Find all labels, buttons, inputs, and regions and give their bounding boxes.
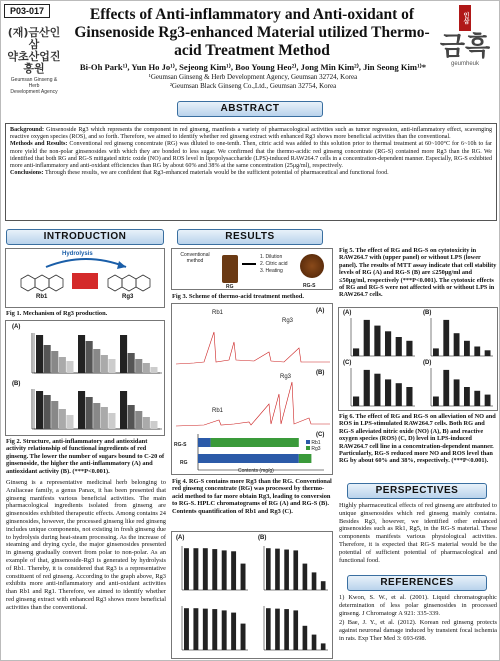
chart-bar: [474, 391, 480, 406]
legend-rb1: Rb1: [306, 440, 321, 446]
chart-bar: [485, 395, 491, 406]
chart-bar: [108, 413, 115, 429]
chart-bar: [321, 643, 326, 650]
chart-bar: [222, 550, 227, 590]
step-dilution: 1. Dilution: [260, 254, 283, 260]
step-citric-acid: 2. Citric acid: [260, 261, 288, 267]
bar-rg-rb1: [198, 454, 299, 463]
heat-acid-box: [72, 273, 98, 289]
chart-bar: [374, 326, 380, 356]
chart-bar: [143, 417, 150, 429]
chart-bar: [231, 613, 236, 650]
chart-bar: [275, 609, 280, 650]
agency-logo: [5, 26, 63, 95]
chart-bar: [293, 550, 298, 590]
chart-bar: [275, 549, 280, 590]
fig4-panel: [171, 303, 333, 475]
fig2a-chart: [14, 331, 164, 379]
chart-bar: [464, 387, 470, 406]
chrom-a-rb1-label: Rb1: [212, 310, 224, 316]
chart-axis: [351, 368, 415, 406]
chart-bar: [36, 335, 43, 373]
chart-bar: [312, 572, 317, 590]
fig4-panel-c-label: (C): [316, 432, 325, 438]
chart-bar: [51, 351, 58, 373]
affiliations: [65, 73, 441, 91]
chart-bar: [101, 355, 108, 373]
fig5-charts: [172, 536, 332, 658]
chart-bar: [135, 411, 142, 429]
background-label: Background:: [10, 127, 45, 133]
chrom-b-rb1-label: Rb1: [212, 408, 224, 414]
chart-bar: [101, 407, 108, 429]
chart-bar: [66, 415, 73, 429]
chart-bar: [128, 353, 135, 373]
agency-logo-korean: (재)금산인삼 약초산업진흥원: [7, 26, 61, 75]
contents-axis-label: Contents (mg/g): [238, 468, 274, 474]
chart-bar: [266, 548, 271, 590]
bar-rg-rg3: [299, 454, 312, 463]
affiliation-1: ¹Geumsan Ginseng & Herb Development Agency, Geumsan 32724, Korea: [148, 73, 358, 81]
fig4-caption: Fig 4. RG-S contains more Rg3 than the RG. Conventional red ginseng concentrate (RG) was processed by thermo-acid method to far more obtain Rg3, leading to conversion to RG-S. HPLC chromatograms of RG (A) and RG-S (B). Contents quantification of Rb1 and Rg3 (C).: [172, 478, 332, 515]
chart-bar: [303, 626, 308, 650]
chart-bar: [86, 397, 93, 429]
introduction-body: Ginseng is a representative medicinal herb belonging to Araliaceae family, a genus Panax, it has been presented that ginseng manifests various beneficial activities. The main pharmacological ingredients isolated from ginseng are ginsenosides exhibited therapeutic effects. Among contains 24 ginsenosides, however, the processed ginseng like red ginseng includes unique components, not existing in fresh ginseng due to hydrolysis during heat-steam processing. As the increase of steaming and drying cycle, the major ginsenosides presented in ginseng gradually convert from polar to non-polar. As an example of that, ginsenoside-Rg3 is generated by hydrolysis of Rb1. Thereby, it is considered that Rg3 is a representative constituent of red ginseng. According to the graph above, Rg3 exhibits more anti-inflammatory and anti-oxidant activities than Rb1 and Rg1. Therefore, we aimed to identify whether red ginseng extract with enhanced Rg3 shows more beneficial activities than the conventional.: [6, 479, 166, 611]
fig6-panel-d-label: (D): [423, 360, 432, 366]
rg3-label: Rg3: [122, 294, 134, 300]
fig4c-rg-label: RG: [180, 460, 188, 466]
chart-bar: [193, 548, 198, 590]
fig6-panel-c-label: (C): [343, 360, 352, 366]
chart-bar: [150, 367, 157, 373]
chart-bar: [184, 608, 189, 650]
hydrolysis-arrowhead: [117, 261, 126, 269]
introduction-heading: INTRODUCTION: [6, 229, 164, 245]
perspectives-body: Highly pharmaceutical effects of red ginseng are attributed to unique ginsenosides which red ginseng mainly contains. Besides Rg3, however, we identified other enhanced ginsenosides such as Rk1, Rg5, in the RG-S material. These components manifests various physiological activities. Therefore, it is expected that RG-S material would be the potential of sufficient potential of pharmacological and functional food.: [339, 502, 497, 564]
conclusions-label: Conclusions:: [10, 170, 44, 177]
references-list: [339, 594, 497, 643]
fig1-structures: [6, 249, 166, 299]
chart-bar: [36, 391, 43, 429]
fig6-panel-b-label: (B): [423, 310, 432, 316]
results-heading: RESULTS: [177, 229, 323, 245]
chromatogram-rgs: [174, 374, 332, 432]
brand-name: geumheuk: [450, 61, 480, 67]
chart-bar: [266, 608, 271, 650]
chart-bar: [203, 548, 208, 590]
scheme-rgs-label: RG-S: [303, 283, 316, 289]
chart-bar: [150, 421, 157, 429]
chart-bar: [396, 383, 402, 406]
fig5-caption: Fig 5. The effect of RG and RG-S on cytotoxicity in RAW264.7 with (upper panel) or without LPS (lower panel). The results of MTT assay indicate that cell stability levels of RG (A) and RG-S (B) are ≤250μg/ml and ≤50μg/ml, respectively (***P<0.001). The cytotoxic effects of RG and RG-S were not affected with or without LPS in RAW264.7 cells.: [339, 247, 497, 299]
chrom-a-rg3-label: Rg3: [282, 318, 294, 324]
fig1-caption: Fig 1. Mechanism of Rg3 production.: [6, 310, 108, 317]
seal-stamp: 인삼: [459, 5, 471, 31]
chart-bar: [78, 391, 85, 429]
chart-bar: [143, 363, 150, 373]
fig4-panel-a-label: (A): [316, 308, 325, 314]
chart-bar: [78, 335, 85, 373]
fig2-panel: [5, 320, 165, 436]
chart-bar: [406, 341, 412, 356]
chart-bar: [353, 397, 359, 407]
chart-axis: [351, 318, 415, 356]
chart-bar: [474, 347, 480, 357]
fig2-caption: Fig 2. Structure, anti-inflammatory and antioxidant activity relationship of functional ingredients of red ginseng. The lower the number of sugars bound to C-20 of ginsenoside, the higher the anti-inflammatory (A) and antioxidant activity (B). (***P<0.001).: [6, 438, 165, 475]
brand-mark: 금흑: [439, 32, 491, 62]
chart-bar: [120, 335, 127, 373]
fig6-panel: [338, 307, 498, 411]
abstract-box: [5, 123, 497, 221]
chart-axis: [431, 318, 493, 356]
chart-bar: [433, 397, 439, 407]
authors: Bi-Oh Park¹⁾, Yun Ho Jo¹⁾, Sejeong Kim¹⁾, Boo Young Heo²⁾, Jong Min Kim²⁾, Jin Seong Kim¹⁾*: [79, 62, 427, 72]
chart-bar: [241, 624, 246, 650]
fig2-panel-a-label: (A): [12, 324, 21, 330]
chart-bar: [212, 549, 217, 590]
fig6-panel-a-label: (A): [343, 310, 352, 316]
fig1-panel: [5, 248, 165, 308]
fig4-panel-b-label: (B): [316, 370, 325, 376]
chart-bar: [406, 387, 412, 406]
chart-bar: [385, 379, 391, 406]
bar-rg-s-rb1: [198, 438, 211, 447]
chart-bar: [464, 341, 470, 356]
chart-bar: [284, 609, 289, 650]
chart-bar: [241, 564, 246, 590]
chart-bar: [59, 357, 66, 373]
hydrolysis-arrow: [46, 259, 126, 267]
methods-label: Methods and Results:: [10, 141, 68, 148]
rg3-structure: [108, 275, 150, 291]
chart-bar: [364, 370, 370, 406]
chart-bar: [93, 403, 100, 429]
conventional-method-label: Conventional method: [180, 252, 210, 264]
chart-bar: [51, 401, 58, 429]
step-heating: 3. Heating: [260, 268, 283, 274]
fig4c-rgs-label: RG-S: [174, 442, 187, 448]
fig6-charts: [339, 308, 499, 412]
chart-bar: [86, 341, 93, 373]
fig5-panel: [171, 531, 333, 659]
chart-bar: [44, 395, 51, 429]
chart-axis: [431, 368, 493, 406]
chart-bar: [222, 610, 227, 650]
rg-jar: [222, 255, 238, 283]
conclusions-text: Through these results, we are confident that Rg3-enhanced materials would be the sufficient potential of pharmaceutical and functional food.: [44, 170, 389, 177]
scheme-arrow: [242, 263, 256, 265]
chart-bar: [184, 548, 189, 590]
chart-bar: [454, 379, 460, 406]
scheme-rg-label: RG: [226, 284, 234, 290]
chart-bar: [66, 361, 73, 373]
fig6-caption: Fig 6. The effect of RG and RG-S on alleviation of NO and ROS in LPS-stimulated RAW264.7 cells. Both RG and RG-S alleviated nitric oxide (NO) (A), B) and reactive oxygen species (ROS) (C, D) level in LPS-induced RAW264.7 cell line in a concentration-dependent manner. Particularly, RG-S reduced more NO and ROS level than RG by about 60% and 38%, respectively. (***P<0.001).: [339, 413, 496, 465]
fig2-panel-b-label: (B): [12, 381, 21, 387]
chart-bar: [303, 564, 308, 590]
perspectives-heading: PERSPECTIVES: [347, 483, 487, 499]
chart-bar: [120, 391, 127, 429]
chart-bar: [193, 608, 198, 650]
chart-bar: [59, 409, 66, 429]
chart-bar: [321, 581, 326, 590]
chart-bar: [433, 348, 439, 356]
agency-logo-english: Geumsan Ginseng & Herb Development Agency: [10, 77, 58, 95]
chart-bar: [203, 609, 208, 650]
poster-title: Effects of Anti-inflammatory and Anti-oxidant of Ginsenoside Rg3-enhanced Material utilized Thermo-acid Treatment Method: [74, 6, 430, 59]
chart-bar: [385, 331, 391, 356]
chart-bar: [293, 610, 298, 650]
fig4c-legend: [306, 440, 321, 452]
chart-bar: [128, 405, 135, 429]
chart-bar: [396, 337, 402, 356]
hydrolysis-label: Hydrolysis: [62, 251, 93, 257]
chart-bar: [454, 333, 460, 356]
chart-bar: [374, 374, 380, 406]
fig5-panel-a-label: (A): [176, 535, 185, 541]
chart-bar: [212, 609, 217, 650]
chart-bar: [44, 345, 51, 373]
fig5-panel-b-label: (B): [258, 535, 267, 541]
methods-text: Conventional red ginseng concentrate (RG) was diluted to one-tenth. Then, citric acid was added to this solution prior to thermal treatment at 60~100°C for 6~10h to far more yield the non-polar ginsenosides with which they are bonded to less sugar. We confirmed that the thermo-acidic red ginseng concentrate (RG-S) contained more Rg3 than the RG. We identified that both RG and RG-S mitigated nitric oxide (NO) and ROS level in lipopolysaccharide (LPS)-induced RAW264.7 cells in a concentration-dependent manner. Especially, RG-S exhibited more anti-inflammatory and anti-oxidant efficiencies than RG by about 60% and 38% at the same concentration (25μg/ml), respectively.: [10, 141, 492, 170]
chart-bar: [312, 635, 317, 650]
chart-bar: [93, 349, 100, 373]
reference-2: 2) Bae, J. Y., et al. (2012). Korean red ginseng protects against neuronal damage induced by transient focal ischemia in rats. Exp Ther Med 3: 693-698.: [339, 619, 497, 642]
chart-bar: [485, 350, 491, 356]
rgs-powder: [300, 254, 324, 278]
chart-bar: [108, 359, 115, 373]
scheme-steps: [260, 254, 288, 275]
chromatogram-rg: [174, 312, 332, 370]
bar-rg-s-rg3: [211, 438, 299, 447]
fig3-caption: Fig 3. Scheme of thermo-acid treatment method.: [172, 293, 304, 300]
chart-bar: [364, 320, 370, 356]
chart-bar: [284, 550, 289, 590]
chart-bar: [231, 551, 236, 590]
background-text: Ginsenoside Rg3 which represents the component in red ginseng, manifests a variety of pharmacological activities such as tumor regression, anti-inflammatory effect, scavenging reactive oxygen species (ROS), and so forth. Therefore, we aimed to identify whether red ginseng extract with enhanced Rg3 shows more beneficial activities than the conventional.: [10, 127, 492, 141]
poster-id: P03-017: [4, 4, 50, 18]
geumheuk-logo: [437, 5, 493, 85]
reference-1: 1) Kwon, S. W., et al. (2001). Liquid chromatographic determination of less polar ginsenosides in processed ginseng. J Chromatogr A 921: 335-339.: [339, 594, 497, 617]
chart-bar: [443, 370, 449, 406]
abstract-heading: ABSTRACT: [177, 101, 323, 117]
affiliation-2: ²Geumsan Black Ginseng Co.,Ltd., Geumsan 32754, Korea: [169, 82, 337, 90]
chrom-b-rg3-label: Rg3: [280, 374, 292, 380]
fig2b-chart: [14, 387, 164, 435]
references-heading: REFERENCES: [347, 575, 487, 591]
chart-bar: [353, 348, 359, 356]
chart-bar: [443, 320, 449, 356]
rb1-label: Rb1: [36, 294, 48, 300]
rb1-structure: [21, 275, 63, 291]
chart-bar: [135, 359, 142, 373]
fig3-panel: [171, 248, 333, 290]
legend-rg3: Rg3: [306, 446, 321, 452]
